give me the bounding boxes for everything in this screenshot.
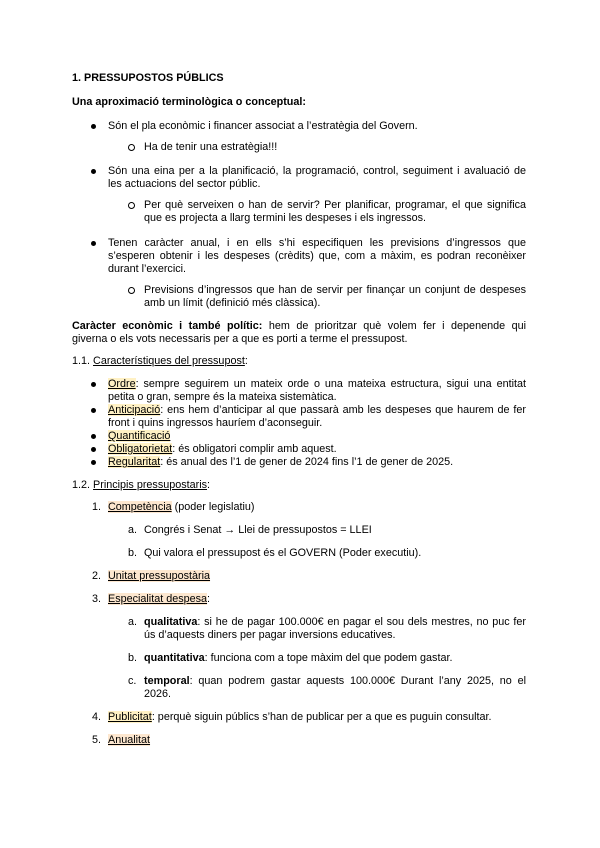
bullet-icon	[91, 382, 96, 387]
bullet-2-line-1: Són una eina per a la planificació, la programació, control, seguiment i avaluació de	[108, 165, 526, 177]
principle-3c-line-1: temporal: quan podrem gastar aquests 100.000€ Durant l’any 2025, no el	[144, 675, 526, 687]
circle-bullet-icon	[128, 287, 135, 294]
principle-4: Publicitat: perquè siguin públics s’han de publicar per a que es puguin consultar.	[108, 711, 492, 723]
bullet-1: Són el pla econòmic i financer associat a l’estratègia del Govern.	[108, 120, 418, 132]
bullet-3-line-1: Tenen caràcter anual, i en ells s’hi especifiquen les previsions d’ingressos que	[108, 237, 526, 249]
bullet-icon	[91, 460, 96, 465]
principle-5-number: 5.	[92, 734, 102, 746]
circle-bullet-icon	[128, 144, 135, 151]
bullet-1-sub: Ha de tenir una estratègia!!!	[144, 141, 278, 153]
principle-1b-letter: b.	[128, 547, 138, 559]
subtitle: Una aproximació terminològica o conceptual:	[72, 96, 306, 108]
principle-3c-line-2: 2026.	[144, 688, 172, 700]
char-regularitat: Regularitat: és anual des l’1 de gener de 2024 fins l’1 de gener de 2025.	[108, 456, 454, 468]
bullet-3-line-3: durant l’exercici.	[108, 263, 187, 275]
bullet-icon	[91, 169, 96, 174]
char-ordre-line-2: petita o gran, sempre és la mateixa sistemàtica.	[108, 391, 337, 403]
principle-5: Anualitat	[108, 734, 151, 746]
principle-3a-letter: a.	[128, 616, 138, 628]
section-1-2-heading: 1.2. Principis pressupostaris:	[72, 479, 211, 491]
caracter-line-1: Caràcter econòmic i també polític: hem de prioritzar què volem fer i depenende qui	[72, 320, 526, 332]
char-anticipacio-line-2: front i quins ingressos hauríem d’aconseguir.	[108, 417, 323, 429]
principle-2-number: 2.	[92, 570, 102, 582]
principle-3: Especialitat despesa:	[108, 593, 211, 605]
principle-2: Unitat pressupostària	[108, 570, 211, 582]
section-title: 1. PRESSUPOSTOS PÚBLICS	[72, 72, 224, 84]
bullet-icon	[91, 447, 96, 452]
principle-3a-line-2: ús d’aquests diners per pagar inversions educatives.	[144, 629, 396, 641]
principle-3b-letter: b.	[128, 652, 138, 664]
char-anticipacio-line-1: Anticipació: ens hem d’anticipar al que passarà amb les despeses que haurem de fer	[108, 404, 526, 416]
principle-1b: Qui valora el pressupost és el GOVERN (Poder executiu).	[144, 547, 422, 559]
bullet-icon	[91, 241, 96, 246]
principle-1: Competència (poder legislatiu)	[108, 501, 255, 513]
bullet-3-sub-line-2: amb un límit (definició més clàssica).	[144, 297, 321, 309]
circle-bullet-icon	[128, 202, 135, 209]
principle-1-number: 1.	[92, 501, 102, 513]
principle-1a-letter: a.	[128, 524, 138, 536]
char-ordre-line-1: Ordre: sempre seguirem un mateix orde o una mateixa estructura, sigui una entitat	[108, 378, 526, 390]
section-1-1-heading: 1.1. Característiques del pressupost:	[72, 355, 248, 367]
principle-3a-line-1: qualitativa: si he de pagar 100.000€ en pagar el sou dels mestres, no puc fer	[144, 616, 526, 628]
bullet-2-sub-line-2: que es projecta a llarg termini les despeses i els ingressos.	[144, 212, 427, 224]
bullet-3-line-2: s’esperen obtenir i les despeses (crèdits) que, com a màxim, es podran reconèixer	[108, 250, 526, 262]
bullet-icon	[91, 408, 96, 413]
char-quantificacio: Quantificació	[108, 430, 171, 442]
principle-3c-letter: c.	[128, 675, 137, 687]
bullet-icon	[91, 434, 96, 439]
bullet-icon	[91, 124, 96, 129]
caracter-label: Caràcter econòmic i també polític:	[72, 320, 263, 332]
principle-3-number: 3.	[92, 593, 102, 605]
bullet-3-sub-line-1: Previsions d’ingressos que han de servir per finançar un conjunt de despeses	[144, 284, 526, 296]
char-obligatorietat: Obligatorietat: és obligatori complir amb aquest.	[108, 443, 337, 455]
bullet-2-line-2: les actuacions del sector públic.	[108, 178, 261, 190]
principle-1a: Congrés i Senat → Llei de pressupostos = LLEI	[144, 524, 372, 536]
bullet-2-sub-line-1: Per què serveixen o han de servir? Per planificar, programar, el que significa	[144, 199, 526, 211]
principle-4-number: 4.	[92, 711, 102, 723]
caracter-line-2: giverna o els vots necessaris per a que es porti a terme el pressupost.	[72, 333, 408, 345]
principle-3b: quantitativa: funciona com a tope màxim del que podem gastar.	[144, 652, 453, 664]
